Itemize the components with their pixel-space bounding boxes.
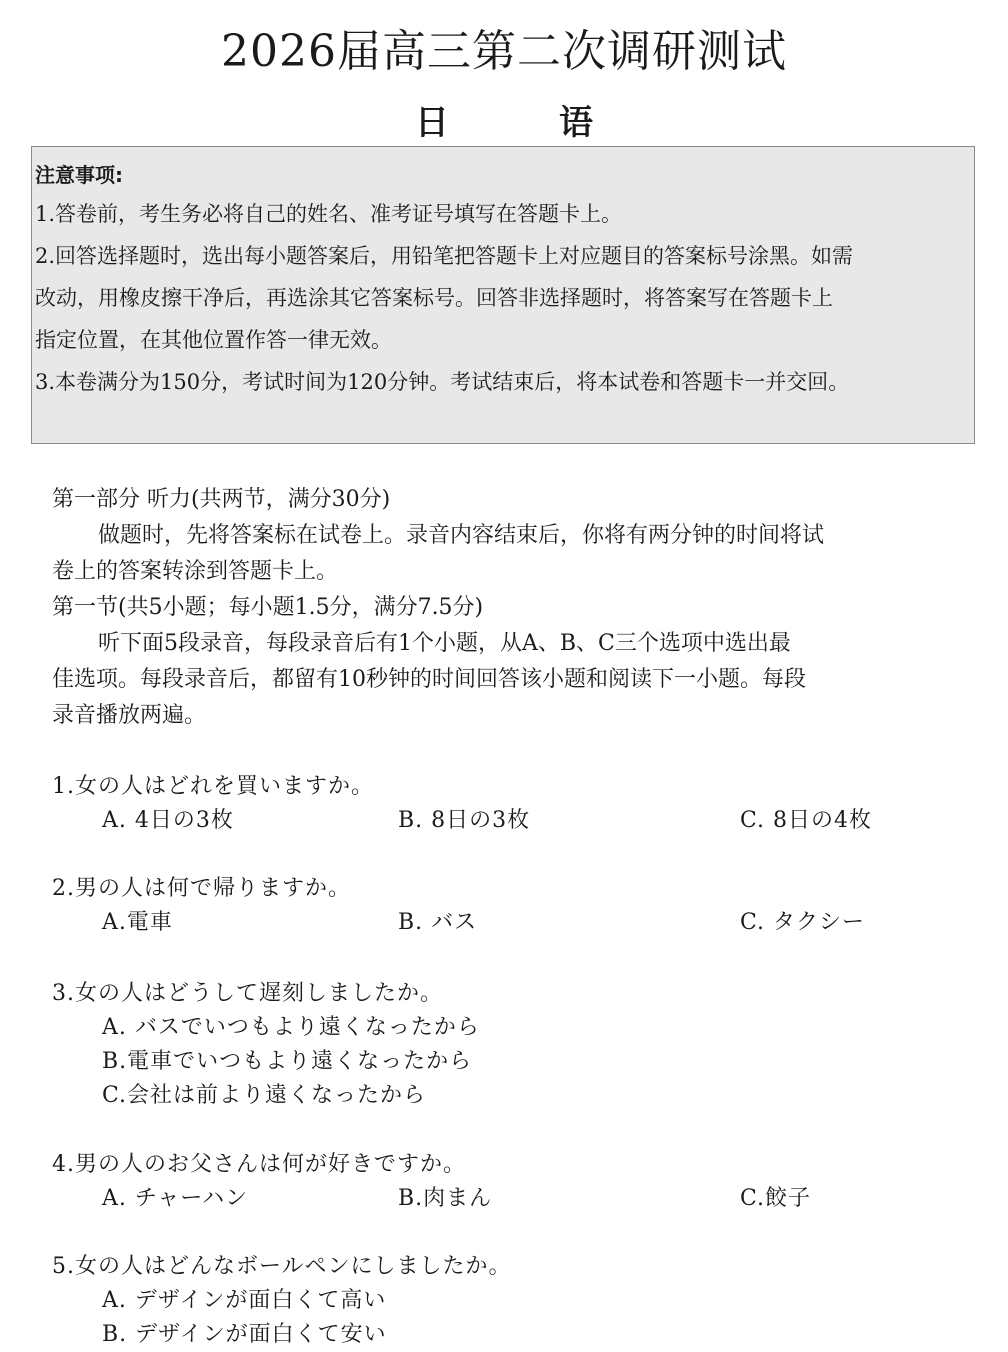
option-c: C.会社は前より遠くなったから bbox=[102, 1083, 427, 1108]
subject-title bbox=[0, 98, 1008, 148]
question-stem: 5.女の人はどんなボールペンにしましたか。 bbox=[52, 1254, 512, 1279]
question-stem: 1.女の人はどれを買いますか。 bbox=[52, 774, 374, 799]
option-b: B. デザインが面白くて安い bbox=[102, 1322, 387, 1347]
exam-title: 2026届高三第二次调研测试 bbox=[221, 26, 787, 77]
listening-instructions bbox=[52, 482, 972, 734]
notice-item-2-cont: 改动，用橡皮擦干净后，再选涂其它答案标号。回答非选择题时，将答案写在答题卡上 bbox=[35, 286, 833, 310]
subject-title-char-1: 日 bbox=[415, 103, 449, 143]
part-heading: 第一部分 听力(共两节，满分30分) bbox=[52, 487, 391, 512]
section-instruction-line: 听下面5段录音，每段录音后有1个小题，从A、B、C三个选项中选出最 bbox=[98, 631, 791, 656]
notice-item-1: 1.答卷前，考生务必将自己的姓名、准考证号填写在答题卡上。 bbox=[35, 202, 623, 226]
option-a: A. 4日の3枚 bbox=[102, 808, 234, 833]
question-stem: 3.女の人はどうして遅刻しましたか。 bbox=[52, 981, 443, 1006]
option-b: B. バス bbox=[398, 910, 478, 935]
section-instruction-line: 录音播放两遍。 bbox=[52, 703, 207, 728]
option-b: B.肉まん bbox=[398, 1186, 493, 1211]
option-c: C.餃子 bbox=[740, 1186, 812, 1211]
option-stack bbox=[52, 1284, 972, 1352]
question-5 bbox=[52, 1250, 972, 1352]
subject-title-char-2: 语 bbox=[559, 103, 593, 143]
option-c: C. タクシー bbox=[740, 910, 866, 935]
notice-item-3: 3.本卷满分为150分，考试时间为120分钟。考试结束后，将本试卷和答题卡一并交回。 bbox=[35, 370, 850, 394]
option-a: A. チャーハン bbox=[102, 1186, 249, 1211]
option-a: A. バスでいつもより遠くなったから bbox=[102, 1015, 480, 1040]
section-instruction-line: 佳选项。每段录音后，都留有10秒钟的时间回答该小题和阅读下一小题。每段 bbox=[52, 667, 806, 692]
question-3 bbox=[52, 977, 972, 1113]
option-a: A. デザインが面白くて高い bbox=[102, 1288, 387, 1313]
option-row bbox=[52, 906, 972, 940]
question-4 bbox=[52, 1148, 972, 1216]
notice-heading: 注意事项: bbox=[35, 163, 123, 187]
option-b: B.電車でいつもより遠くなったから bbox=[102, 1049, 473, 1074]
option-row bbox=[52, 804, 972, 838]
notice-item-2: 2.回答选择题时，选出每小题答案后，用铅笔把答题卡上对应题目的答案标号涂黑。如需 bbox=[35, 244, 854, 268]
notice-box bbox=[31, 146, 975, 444]
option-b: B. 8日の3枚 bbox=[398, 808, 531, 833]
question-stem: 2.男の人は何で帰りますか。 bbox=[52, 876, 351, 901]
notice-item-2-cont: 指定位置，在其他位置作答一律无效。 bbox=[35, 328, 392, 352]
section-heading: 第一节(共5小题；每小题1.5分，满分7.5分) bbox=[52, 595, 484, 620]
option-a: A.電車 bbox=[102, 910, 173, 935]
question-2 bbox=[52, 872, 972, 940]
instruction-line: 卷上的答案转涂到答题卡上。 bbox=[52, 559, 339, 584]
option-stack bbox=[52, 1011, 972, 1113]
instruction-line: 做题时，先将答案标在试卷上。录音内容结束后，你将有两分钟的时间将试 bbox=[98, 523, 825, 548]
option-row bbox=[52, 1182, 972, 1216]
question-1 bbox=[52, 770, 972, 838]
option-c: C. 8日の4枚 bbox=[740, 808, 873, 833]
question-stem: 4.男の人のお父さんは何が好きですか。 bbox=[52, 1152, 466, 1177]
